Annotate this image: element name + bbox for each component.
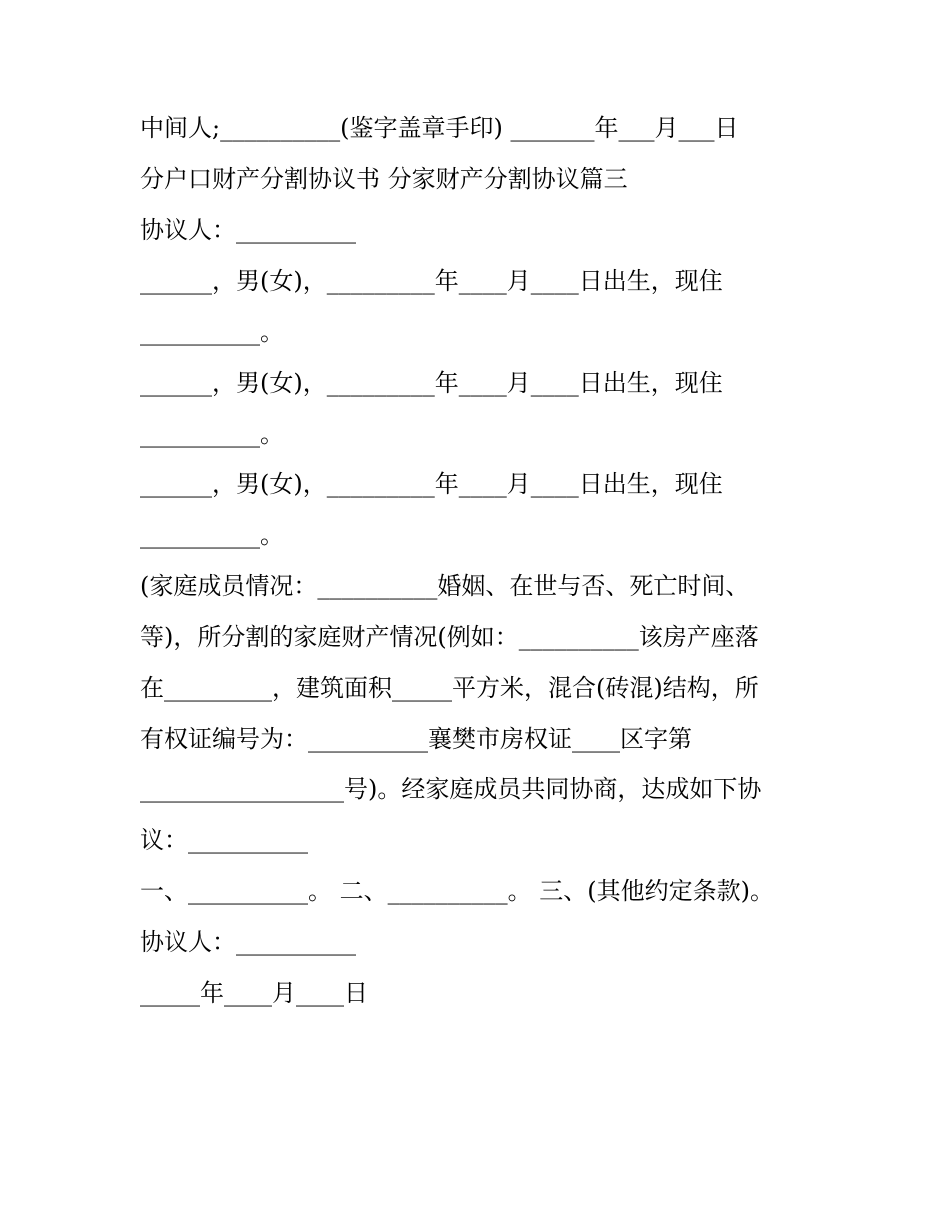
section-title: 分户口财产分割协议书 分家财产分割协议篇三	[140, 165, 628, 193]
agreement-line: 议：__________	[140, 826, 308, 854]
family-info-line: (家庭成员情况：__________婚姻、在世与否、死亡时间、	[140, 572, 750, 600]
date-line: _____年____月____日	[140, 979, 368, 1007]
member-3-birth-line: ______，男(女)，_________年____月____日出生，现住	[140, 470, 723, 498]
signatory-line: 协议人：__________	[140, 928, 356, 956]
member-2-address-line: __________。	[140, 420, 284, 448]
property-info-line: 等)，所分割的家庭财产情况(例如：__________该房产座落	[140, 623, 759, 651]
clauses-line: 一、__________。 二、__________。 三、(其他约定条款)。	[140, 877, 774, 905]
ownership-certificate-line: 有权证编号为：__________襄樊市房权证____区字第	[140, 725, 692, 753]
property-area-line: 在_________，建筑面积_____平方米，混合(砖混)结构，所	[140, 674, 759, 702]
member-3-address-line: __________。	[140, 521, 284, 549]
party-line: 协议人：__________	[140, 216, 356, 244]
member-1-birth-line: ______，男(女)，_________年____月____日出生，现住	[140, 267, 723, 295]
intermediary-signature-line: 中间人;__________(鉴字盖章手印) _______年___月___日	[140, 114, 739, 142]
member-2-birth-line: ______，男(女)，_________年____月____日出生，现住	[140, 369, 723, 397]
certificate-number-line: _________________号)。经家庭成员共同协商，达成如下协	[140, 775, 762, 803]
member-1-address-line: __________。	[140, 318, 284, 346]
